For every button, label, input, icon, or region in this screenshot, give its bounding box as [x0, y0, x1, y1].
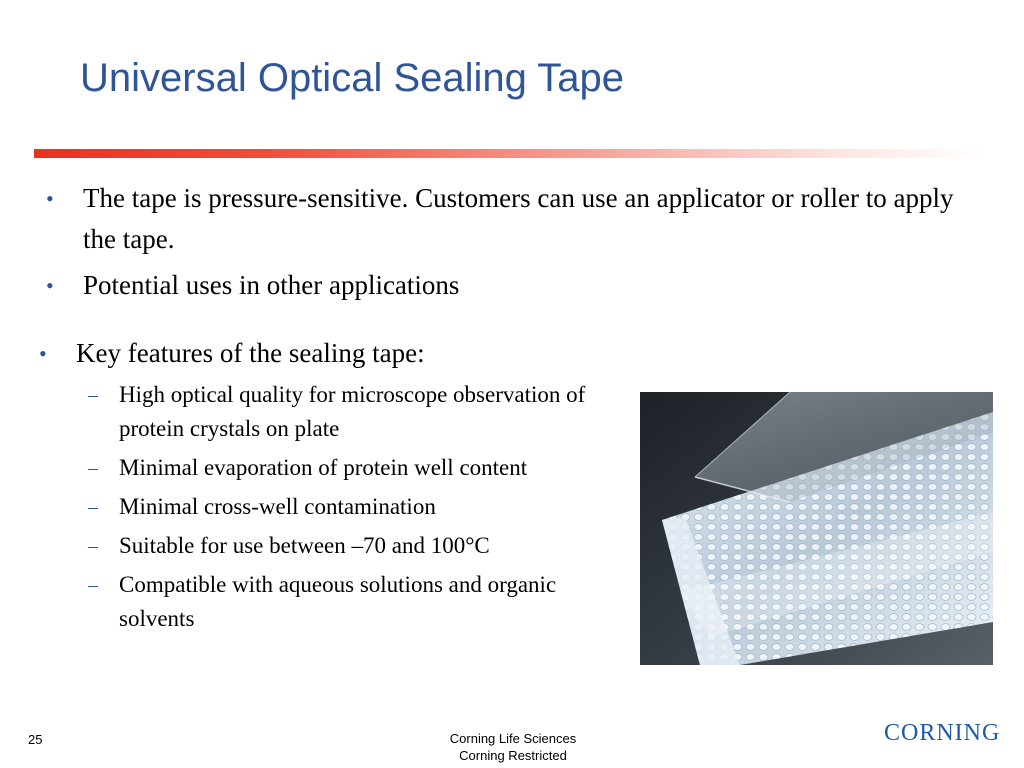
feature-text: Minimal evaporation of protein well content: [119, 455, 528, 480]
key-features-item: [39, 333, 636, 636]
feature-text: Compatible with aqueous solutions and organic solvents: [119, 572, 557, 631]
dash-marker: –: [88, 457, 98, 479]
feature-sublist: [88, 378, 636, 636]
bullet-text: The tape is pressure-sensitive. Customers can use an applicator or roller to apply the tape.: [83, 183, 954, 254]
bullet-list: [46, 178, 983, 311]
bullet-marker: •: [46, 273, 54, 298]
slide-title: Universal Optical Sealing Tape: [80, 56, 625, 100]
feature-text: Suitable for use between –70 and 100°C: [119, 533, 490, 558]
bullet-marker: •: [39, 341, 47, 366]
feature-item: [88, 378, 636, 446]
corning-logo: CORNING: [884, 720, 1001, 746]
footer-line-1: Corning Life Sciences: [449, 731, 577, 746]
footer-text: [413, 730, 613, 764]
bullet-item: [46, 265, 983, 306]
page-number: 25: [28, 732, 43, 747]
bullet-text: Potential uses in other applications: [83, 270, 460, 300]
feature-item: [88, 451, 636, 485]
bullet-marker: •: [46, 186, 54, 211]
dash-marker: –: [88, 496, 98, 518]
feature-text: High optical quality for microscope observation of protein crystals on plate: [119, 382, 586, 441]
feature-item: [88, 568, 636, 636]
title-divider: [34, 149, 984, 158]
feature-text: Minimal cross-well contamination: [119, 494, 436, 519]
feature-item: [88, 490, 636, 524]
bullet-item: [46, 178, 983, 260]
key-features-list: [39, 333, 636, 641]
dash-marker: –: [88, 574, 98, 596]
footer-line-2: Corning Restricted: [459, 748, 567, 763]
microplate-photo: [640, 392, 993, 665]
feature-item: [88, 529, 636, 563]
key-features-heading: Key features of the sealing tape:: [76, 338, 425, 368]
microplate-illustration: [640, 392, 993, 665]
dash-marker: –: [88, 384, 98, 406]
dash-marker: –: [88, 535, 98, 557]
